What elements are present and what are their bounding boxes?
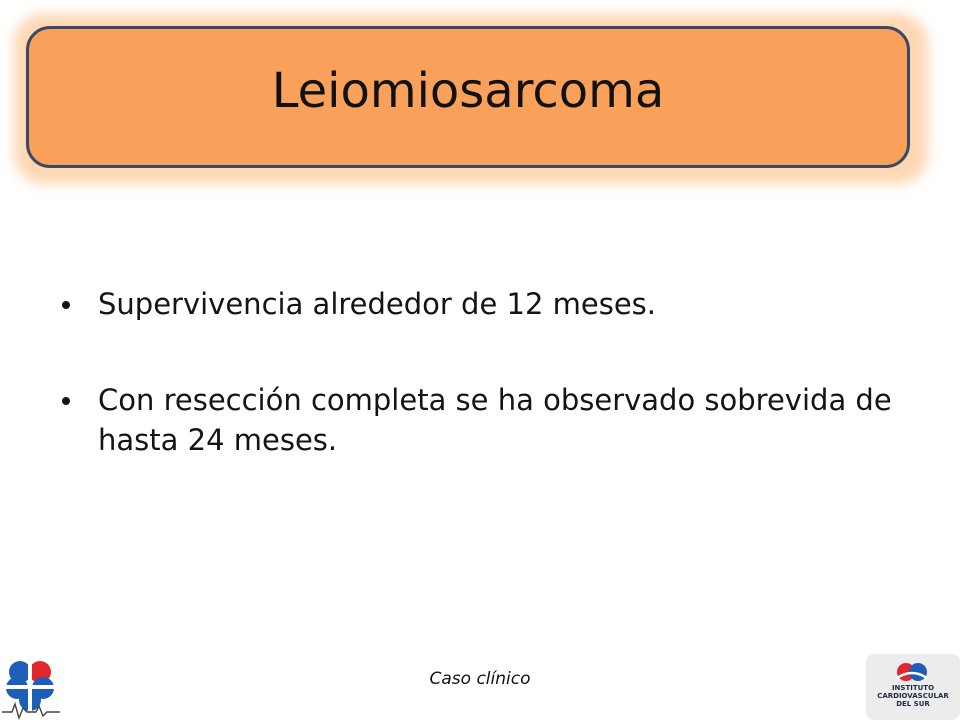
bullet-item	[60, 284, 920, 324]
bullet-text: Supervivencia alrededor de 12 meses.	[98, 287, 657, 321]
logo-line: DEL SUR	[896, 700, 930, 708]
bullet-item	[60, 380, 920, 460]
institute-logo-text	[866, 684, 960, 708]
bullet-dot-icon	[62, 397, 70, 405]
bullet-dot-icon	[62, 301, 70, 309]
title-banner	[26, 26, 910, 168]
bullet-list	[60, 284, 920, 516]
institute-emblem-icon	[866, 654, 960, 686]
institute-logo	[866, 654, 960, 720]
slide-title: Leiomiosarcoma	[271, 63, 665, 119]
footer-caption: Caso clínico	[429, 669, 531, 689]
bullet-text: Con resección completa se ha observado sobrevida de hasta 24 meses.	[98, 383, 892, 457]
logo-line: CARDIOVASCULAR	[877, 692, 949, 700]
logo-line: INSTITUTO	[891, 684, 935, 692]
